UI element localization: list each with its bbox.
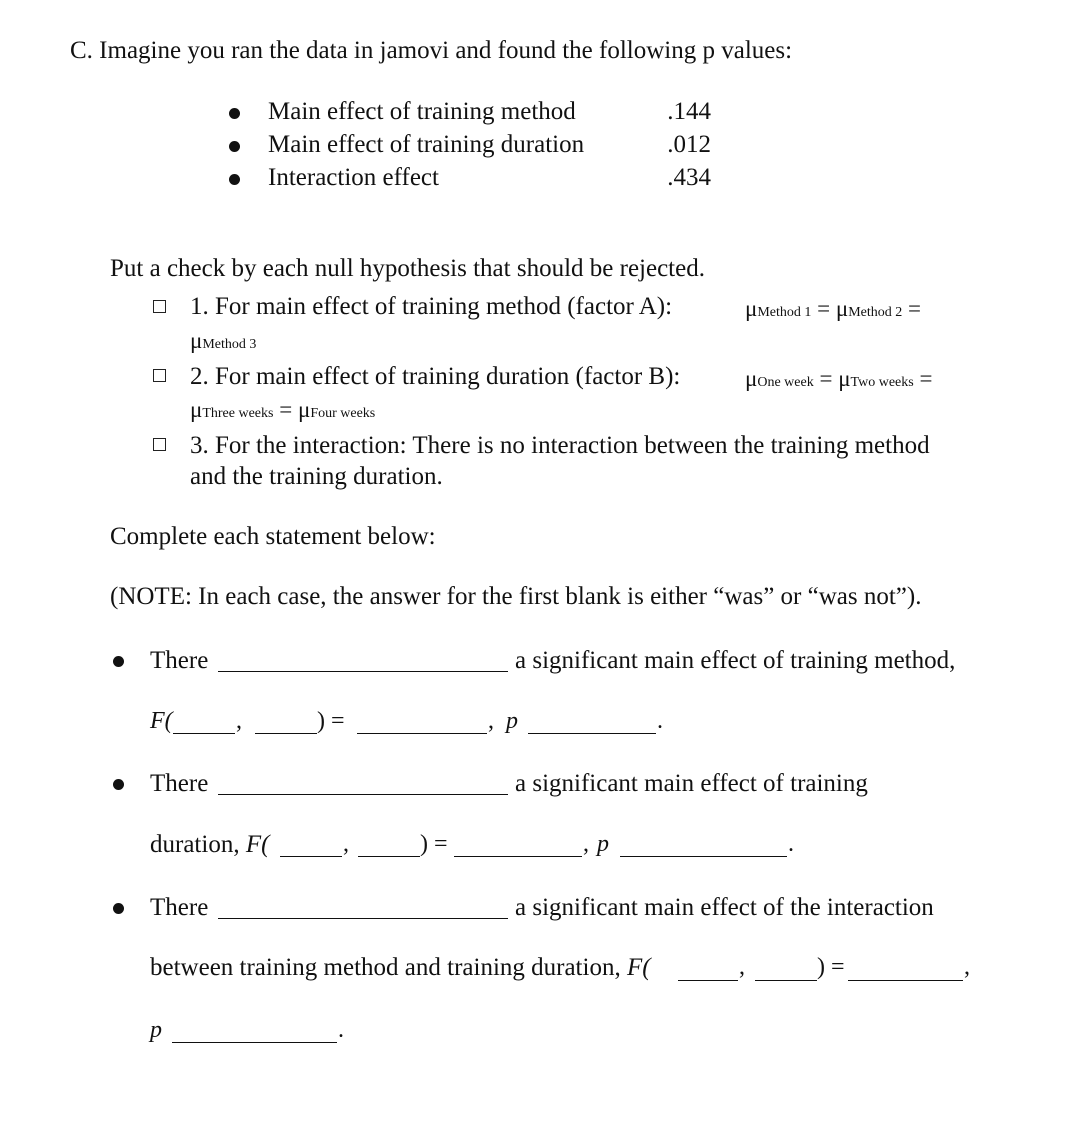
comma: ,	[964, 954, 970, 980]
complete-label: Complete each statement below:	[110, 523, 436, 550]
comma: ,	[236, 708, 242, 734]
pvalue-label: Main effect of training duration	[268, 131, 585, 158]
close-equals: ) =	[817, 954, 845, 980]
period: .	[338, 1017, 344, 1043]
p-symbol: p	[506, 708, 518, 734]
statement-3-df1-blank[interactable]	[678, 980, 738, 981]
bullet-icon	[229, 108, 240, 119]
pvalue-value: .434	[667, 164, 711, 191]
period: .	[788, 831, 794, 857]
statement-3-between: between training method and training duration, F(	[150, 954, 651, 981]
statement-2-df1-blank[interactable]	[280, 856, 342, 857]
p-symbol: p	[150, 1017, 162, 1043]
statement-1-df2-blank[interactable]	[255, 733, 317, 734]
comma: ,	[343, 831, 349, 857]
statement-3-text: a significant main effect of the interaction	[515, 894, 934, 921]
p-symbol: p	[597, 831, 609, 857]
hypothesis-2-text: 2. For main effect of training duration (factor B):	[190, 363, 681, 390]
bullet-icon	[229, 141, 240, 152]
hypothesis-3-text-cont: and the training duration.	[190, 463, 443, 490]
hypothesis-2-equation-cont: μThree weeks = μFour weeks	[190, 397, 376, 422]
bullet-icon	[113, 779, 124, 790]
comma: ,	[488, 708, 494, 734]
bullet-icon	[113, 903, 124, 914]
statement-3-f-value-blank[interactable]	[848, 980, 963, 981]
statement-2-there: There	[150, 770, 209, 797]
note-text: (NOTE: In each case, the answer for the first blank is either “was” or “was not”).	[110, 583, 922, 610]
statement-3-there: There	[150, 894, 209, 921]
statement-2-duration: duration, F(	[150, 831, 270, 858]
bullet-icon	[113, 656, 124, 667]
statement-2-p-blank[interactable]	[620, 856, 787, 857]
statement-3-df2-blank[interactable]	[755, 980, 817, 981]
pvalue-value: .012	[667, 131, 711, 158]
statement-1-f-value-blank[interactable]	[357, 733, 487, 734]
statement-1-was-blank[interactable]	[218, 671, 508, 672]
pvalue-label: Interaction effect	[268, 164, 439, 191]
hypothesis-1-equation: μMethod 1 = μMethod 2 =	[745, 296, 922, 321]
bullet-icon	[229, 174, 240, 185]
question-intro: C. Imagine you ran the data in jamovi and found the following p values:	[70, 37, 793, 64]
statement-1-there: There	[150, 647, 209, 674]
statement-3-was-blank[interactable]	[218, 918, 508, 919]
statement-1-f: F(	[150, 708, 173, 734]
close-equals: ) =	[420, 831, 448, 857]
comma: ,	[583, 831, 589, 857]
hypothesis-1-equation-cont: μMethod 3	[190, 328, 257, 353]
hypothesis-1-text: 1. For main effect of training method (factor A):	[190, 293, 673, 320]
hypothesis-3-text: 3. For the interaction: There is no interaction between the training method	[190, 432, 930, 459]
statement-1-df1-blank[interactable]	[173, 733, 235, 734]
statement-3-p-blank[interactable]	[172, 1042, 337, 1043]
hypothesis-2-checkbox[interactable]	[153, 369, 166, 382]
statement-2-f-value-blank[interactable]	[454, 856, 582, 857]
check-instruction: Put a check by each null hypothesis that should be rejected.	[110, 255, 705, 282]
hypothesis-1-checkbox[interactable]	[153, 300, 166, 313]
statement-1-text: a significant main effect of training method,	[515, 647, 956, 674]
statement-2-df2-blank[interactable]	[358, 856, 420, 857]
period: .	[657, 708, 663, 734]
close-equals: ) =	[317, 708, 345, 734]
pvalue-label: Main effect of training method	[268, 98, 576, 125]
statement-1-p-blank[interactable]	[528, 733, 656, 734]
hypothesis-2-equation: μOne week = μTwo weeks =	[745, 366, 933, 391]
comma: ,	[739, 954, 745, 980]
statement-2-was-blank[interactable]	[218, 794, 508, 795]
hypothesis-3-checkbox[interactable]	[153, 438, 166, 451]
pvalue-value: .144	[667, 98, 711, 125]
statement-2-text: a significant main effect of training	[515, 770, 868, 797]
